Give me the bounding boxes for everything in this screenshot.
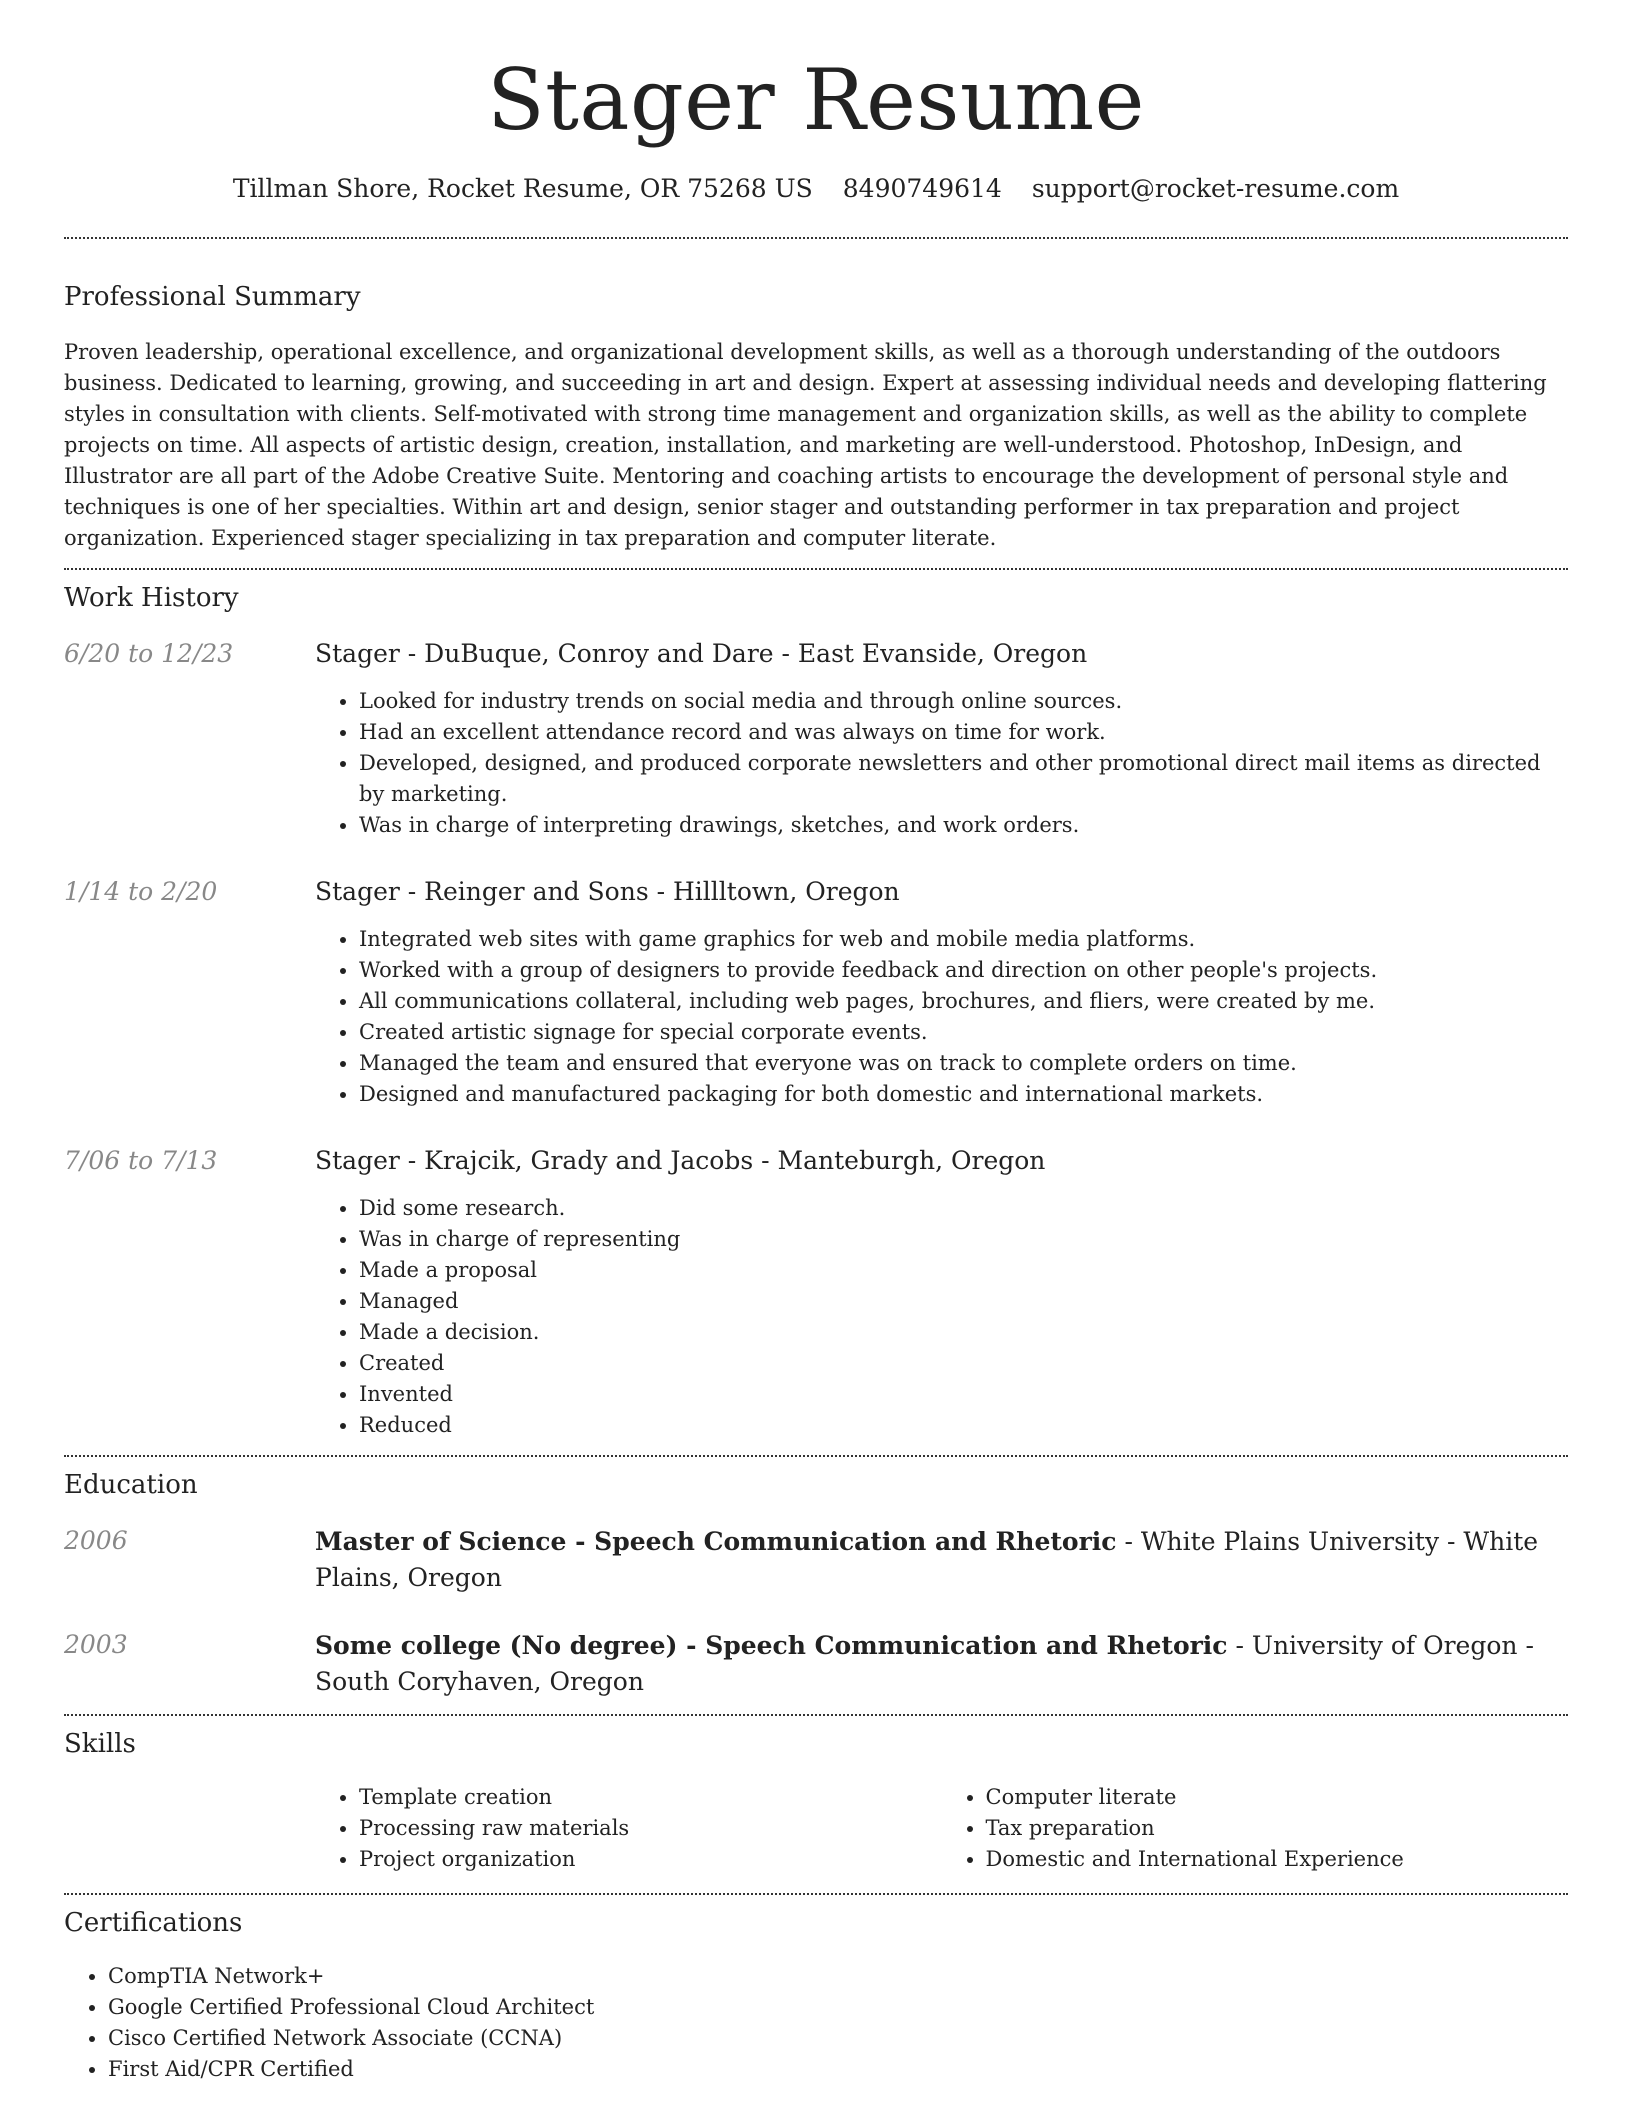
resume-title: Stager Resume [487, 51, 1145, 149]
education-year: 2006 [64, 1526, 128, 1555]
divider [64, 1893, 1568, 1895]
list-item: • CompTIA Network+ [108, 1961, 1568, 1992]
job-entry [64, 875, 1568, 1110]
divider [64, 237, 1568, 239]
job-heading: Stager - Reinger and Sons - Hillltown, Oregon [315, 877, 900, 906]
list-item: • Had an excellent attendance record and was always on time for work. [359, 717, 1568, 748]
education-degree: Master of Science - Speech Communication and Rhetoric [315, 1527, 1117, 1556]
list-item: • Cisco Certified Network Associate (CCNA) [108, 2023, 1568, 2054]
job-heading: Stager - Krajcik, Grady and Jacobs - Manteburgh, Oregon [315, 1146, 1046, 1175]
section-title-summary: Professional Summary [64, 282, 361, 312]
job-heading: Stager - DuBuque, Conroy and Dare - East Evanside, Oregon [315, 639, 1088, 668]
education-entry [64, 1524, 1568, 1596]
summary-text: Proven leadership, operational excellence, and organizational development skills, as well as a thorough understanding of the outdoors business. Dedicated to learning, growing, and succeeding in art and design. Expert at assessing individual needs and developing flattering styles in consultation with clients. Self-motivated with strong time management and organization skills, as well as the ability to complete projects on time. All aspects of artistic design, creation, installation, and marketing are well-understood. Photoshop, InDesign, and Illustrator are all part of the Adobe Creative Suite. Mentoring and coaching artists to encourage the development of personal style and techniques is one of her specialties. Within art and design, senior stager and outstanding performer in tax preparation and project organization. Experienced stager specializing in tax preparation and computer literate. [64, 340, 1547, 550]
list-item: • Domestic and International Experience [986, 1844, 1569, 1875]
certifications-list [64, 1961, 1568, 2085]
education-year: 2003 [64, 1630, 128, 1659]
education-entry [64, 1628, 1568, 1700]
job-entry [64, 637, 1568, 841]
section-title-work: Work History [64, 583, 239, 613]
list-item: • Developed, designed, and produced corporate newsletters and other promotional direct mail items as directed by marketing. [359, 748, 1568, 810]
list-item: • Project organization [359, 1844, 942, 1875]
job-entry [64, 1144, 1568, 1441]
skills-column [315, 1782, 942, 1875]
list-item: • Managed [359, 1286, 1568, 1317]
divider [64, 568, 1568, 570]
list-item: • Computer literate [986, 1782, 1569, 1813]
job-bullets [315, 1193, 1568, 1441]
section-title-certifications: Certifications [64, 1908, 243, 1938]
section-title-education: Education [64, 1470, 198, 1500]
contact-email: support@rocket-resume.com [1031, 174, 1400, 203]
section-title-skills: Skills [64, 1729, 136, 1759]
education-school: - White Plains University - White Plains, Oregon [315, 1527, 1539, 1592]
list-item: • Google Certified Professional Cloud Architect [108, 1992, 1568, 2023]
list-item: • Tax preparation [986, 1813, 1569, 1844]
contact-phone: 8490749614 [842, 174, 1002, 203]
job-dates: 7/06 to 7/13 [64, 1146, 218, 1175]
skills-column [942, 1782, 1569, 1875]
contact-line [64, 172, 1568, 206]
list-item: • Managed the team and ensured that everyone was on track to complete orders on time. [359, 1048, 1568, 1079]
education-degree: Some college (No degree) - Speech Communication and Rhetoric [315, 1631, 1228, 1660]
list-item: • Reduced [359, 1410, 1568, 1441]
list-item: • Designed and manufactured packaging for both domestic and international markets. [359, 1079, 1568, 1110]
list-item: • First Aid/CPR Certified [108, 2054, 1568, 2085]
list-item: • Processing raw materials [359, 1813, 942, 1844]
list-item: • Created [359, 1348, 1568, 1379]
resume-page [64, 0, 1568, 2085]
list-item: • Looked for industry trends on social media and through online sources. [359, 686, 1568, 717]
education-heading [315, 1524, 1568, 1596]
contact-address: Tillman Shore, Rocket Resume, OR 75268 US [232, 174, 813, 203]
job-dates: 1/14 to 2/20 [64, 877, 218, 906]
skills-grid [315, 1782, 1568, 1875]
education-heading [315, 1628, 1568, 1700]
list-item: • Integrated web sites with game graphics for web and mobile media platforms. [359, 924, 1568, 955]
list-item: • Template creation [359, 1782, 942, 1813]
list-item: • Made a decision. [359, 1317, 1568, 1348]
divider [64, 1455, 1568, 1457]
list-item: • Invented [359, 1379, 1568, 1410]
list-item: • Made a proposal [359, 1255, 1568, 1286]
list-item: • Did some research. [359, 1193, 1568, 1224]
list-item: • Worked with a group of designers to provide feedback and direction on other people's projects. [359, 955, 1568, 986]
job-bullets [315, 686, 1568, 841]
job-dates: 6/20 to 12/23 [64, 639, 234, 668]
job-bullets [315, 924, 1568, 1110]
list-item: • Was in charge of interpreting drawings, sketches, and work orders. [359, 810, 1568, 841]
list-item: • Was in charge of representing [359, 1224, 1568, 1255]
list-item: • Created artistic signage for special corporate events. [359, 1017, 1568, 1048]
list-item: • All communications collateral, including web pages, brochures, and fliers, were created by me. [359, 986, 1568, 1017]
divider [64, 1714, 1568, 1716]
education-school: - University of Oregon - South Coryhaven, Oregon [315, 1631, 1534, 1696]
